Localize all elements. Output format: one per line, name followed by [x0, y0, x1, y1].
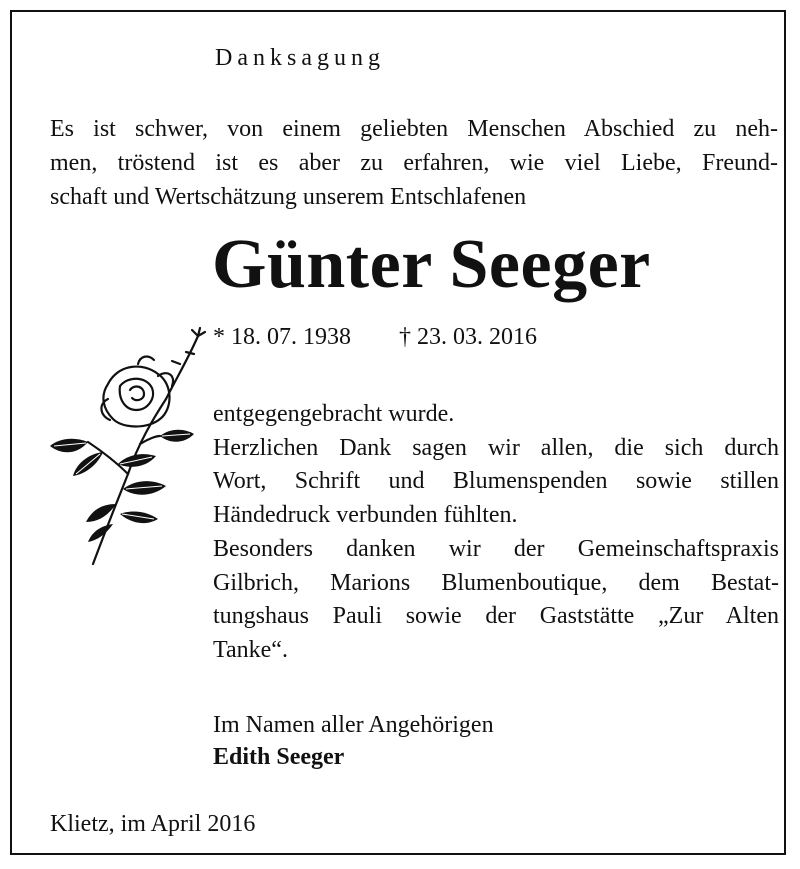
- signature: Edith Seeger: [213, 744, 345, 770]
- body-line: Tanke“.: [213, 636, 288, 663]
- intro-line: schaft und Wertschätzung unserem Entschlafenen: [50, 184, 527, 210]
- intro-text: [50, 112, 778, 214]
- notice-heading: Danksagung: [215, 45, 385, 71]
- rose-icon: [48, 324, 208, 569]
- body-line: tungshaus Pauli sowie der Gaststätte „Zur Alten: [213, 603, 779, 630]
- intro-line: men, tröstend ist es aber zu erfahren, wie viel Liebe, Freund-: [50, 150, 778, 176]
- body-line: Händedruck verbunden fühlten.: [213, 502, 518, 529]
- intro-line: Es ist schwer, von einem geliebten Menschen Abschied zu neh-: [50, 116, 778, 142]
- life-dates: [213, 324, 537, 351]
- body-line: Gilbrich, Marions Blumenboutique, dem Bestat-: [213, 569, 779, 596]
- body-line: Wort, Schrift und Blumenspenden sowie stillen: [213, 468, 779, 495]
- body-line: Besonders danken wir der Gemeinschaftspraxis: [213, 535, 779, 562]
- death-date: † 23. 03. 2016: [399, 324, 537, 350]
- obituary-notice: [10, 10, 786, 855]
- deceased-name: Günter Seeger: [212, 226, 651, 303]
- body-text: [213, 398, 779, 668]
- birth-date: * 18. 07. 1938: [213, 324, 351, 350]
- place-date: Klietz, im April 2016: [50, 811, 256, 837]
- body-line: entgegengebracht wurde.: [213, 401, 455, 427]
- closing-block: [213, 709, 494, 773]
- closing-line: Im Namen aller Angehörigen: [213, 712, 494, 738]
- body-line: Herzlichen Dank sagen wir allen, die sich durch: [213, 434, 779, 461]
